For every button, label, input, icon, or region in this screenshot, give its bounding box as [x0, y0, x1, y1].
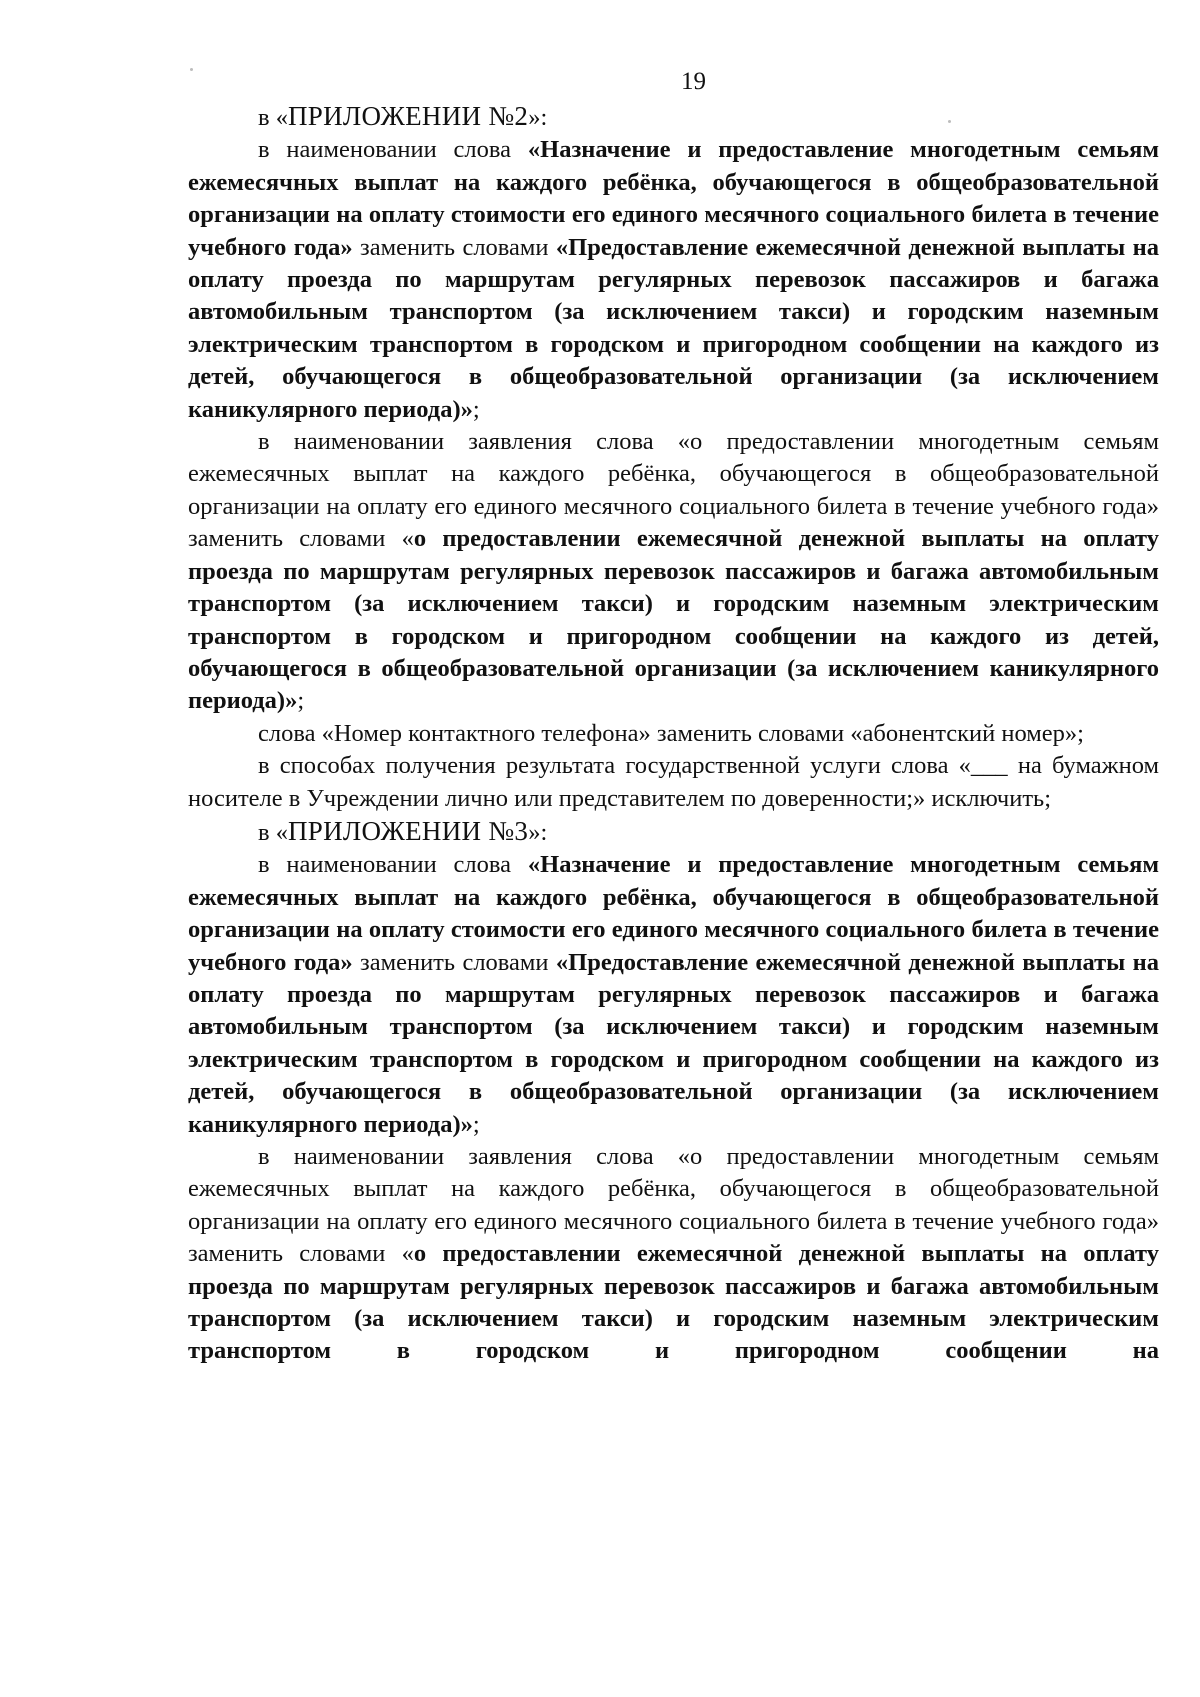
new-application-title: о предоставлении ежемесячной денежной выплаты на оплату проезда по маршрутам регулярных перевозок пассажиров и багажа автомобильным транспортом (за исключением такси) и городским наземным электрическим транспортом в городском и пригородном сообщении на каждого из детей, обучающегося в общеобразовательной организации (за исключением каникулярного периода)» — [188, 525, 1159, 715]
page-number: 19 — [681, 68, 706, 95]
section-heading-appendix-3: в «ПРИЛОЖЕНИИ №3»: — [258, 815, 548, 846]
document-page — [188, 66, 1159, 1368]
appendix-title: ПРИЛОЖЕНИИ №2 — [287, 101, 529, 131]
old-title: «Назначение и предоставление многодетным семьям ежемесячных выплат на каждого ребёнка, обучающегося в общеобразовательной организации на оплату стоимости его единого месячного социального билета в течение учебного года» — [188, 136, 1160, 261]
appendix-title: ПРИЛОЖЕНИИ №3 — [287, 815, 529, 846]
title-change-paragraph: в наименовании слова «Назначение и предоставление многодетным семьям ежемесячных выплат на каждого ребёнка, обучающегося в общеобразовательной организации на оплату стоимости его единого месячного социального билета в течение учебного года» заменить словами «Предоставление ежемесячной денежной выплаты на оплату проезда по маршрутам регулярных перевозок пассажиров и багажа автомобильным транспортом (за исключением такси) и городским наземным электрическим транспортом в городском и пригородном сообщении на каждого из детей, обучающегося в общеобразовательной организации (за исключением каникулярного периода)»; — [188, 136, 1160, 423]
new-application-title: о предоставлении ежемесячной денежной выплаты на оплату проезда по маршрутам регулярных перевозок пассажиров и багажа автомобильным транспортом (за исключением такси) и городским наземным электрическим транспортом в городском и пригородном сообщении на — [188, 1240, 1159, 1365]
section-heading-appendix-2: в «ПРИЛОЖЕНИИ №2»: — [258, 101, 548, 131]
title-change-paragraph: в наименовании слова «Назначение и предоставление многодетным семьям ежемесячных выплат на каждого ребёнка, обучающегося в общеобразовательной организации на оплату стоимости его единого месячного социального билета в течение учебного года» заменить словами «Предоставление ежемесячной денежной выплаты на оплату проезда по маршрутам регулярных перевозок пассажиров и багажа автомобильным транспортом (за исключением такси) и городским наземным электрическим транспортом в городском и пригородном сообщении на каждого из детей, обучающегося в общеобразовательной организации (за исключением каникулярного периода)»; — [188, 851, 1160, 1138]
application-change-paragraph: в наименовании заявления слова «о предоставлении многодетным семьям ежемесячных выплат на каждого ребёнка, обучающегося в общеобразовательной организации на оплату его единого месячного социального билета в течение учебного года» заменить словами «о предоставлении ежемесячной денежной выплаты на оплату проезда по маршрутам регулярных перевозок пассажиров и багажа автомобильным транспортом (за исключением такси) и городским наземным электрическим транспортом в городском и пригородном сообщении на каждого из детей, обучающегося в общеобразовательной организации (за исключением каникулярного периода)»; — [188, 428, 1159, 715]
new-title: «Предоставление ежемесячной денежной выплаты на оплату проезда по маршрутам регулярных перевозок пассажиров и багажа автомобильным транспортом (за исключением такси) и городским наземным электрическим транспортом в городском и пригородном сообщении на каждого из детей, обучающегося в общеобразовательной организации (за исключением каникулярного периода)» — [188, 948, 1159, 1138]
phone-change-paragraph: слова «Номер контактного телефона» заменить словами «абонентский номер»; — [258, 719, 1084, 747]
new-title: «Предоставление ежемесячной денежной выплаты на оплату проезда по маршрутам регулярных перевозок пассажиров и багажа автомобильным транспортом (за исключением такси) и городским наземным электрическим транспортом в городском и пригородном сообщении на каждого из детей, обучающегося в общеобразовательной организации (за исключением каникулярного периода)» — [188, 233, 1159, 423]
old-title: «Назначение и предоставление многодетным семьям ежемесячных выплат на каждого ребёнка, обучающегося в общеобразовательной организации на оплату стоимости его единого месячного социального билета в течение учебного года» — [188, 851, 1160, 976]
application-change-paragraph: в наименовании заявления слова «о предоставлении многодетным семьям ежемесячных выплат на каждого ребёнка, обучающегося в общеобразовательной организации на оплату его единого месячного социального билета в течение учебного года» заменить словами «о предоставлении ежемесячной денежной выплаты на оплату проезда по маршрутам регулярных перевозок пассажиров и багажа автомобильным транспортом (за исключением такси) и городским наземным электрическим транспортом в городском и пригородном сообщении на — [188, 1143, 1159, 1365]
result-change-paragraph: в способах получения результата государственной услуги слова «___ на бумажном носителе в Учреждении лично или представителем по доверенности;» исключить; — [188, 752, 1159, 812]
